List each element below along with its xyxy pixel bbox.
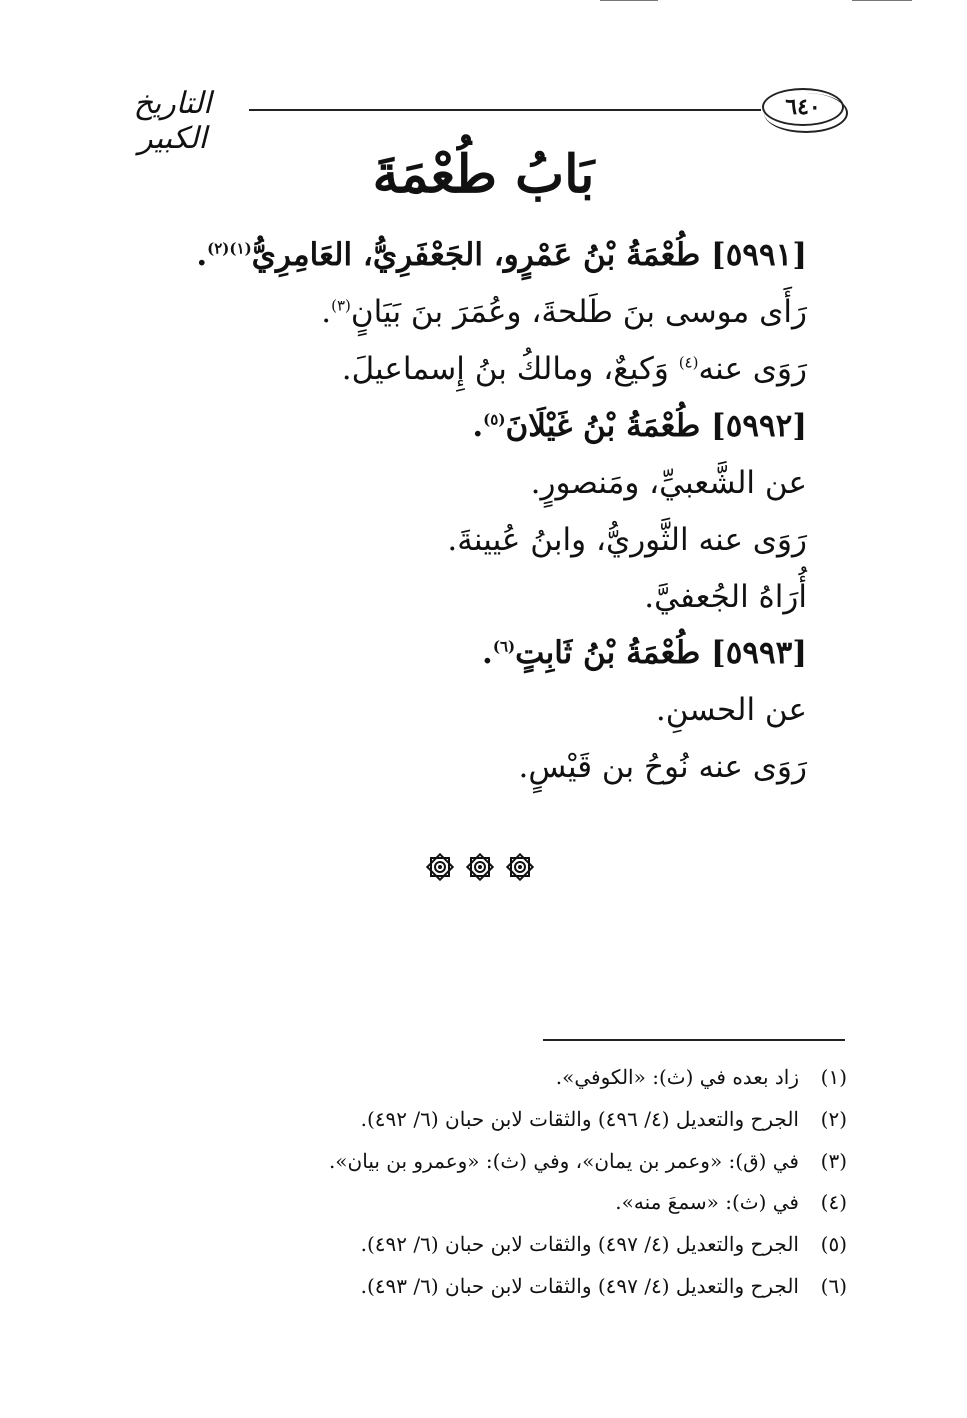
- footnote: [615, 1187, 847, 1217]
- entry-text: عن الشَّعبيِّ، ومَنصورٍ.: [530, 465, 807, 501]
- footnote-text: الجرح والتعديل (٤/ ٤٩٧) والثقات لابن حبان (٦/ ٤٩٣).: [360, 1274, 799, 1298]
- entry-text: [٥٩٩٢] طُعْمَةُ بْنُ غَيْلَانَ: [505, 408, 807, 444]
- footnote-ref: (٦): [492, 637, 516, 656]
- footnote-number: (٦): [820, 1274, 847, 1298]
- entry-line: [656, 687, 807, 733]
- entry-text: رَوَى عنه: [698, 351, 807, 387]
- entry-heading: [472, 403, 807, 449]
- entry-text: رَوَى عنه الثَّوريُّ، وابنُ عُيينةَ.: [447, 522, 807, 558]
- entry-text: وَكيعٌ، ومالكُ بنُ إِسماعيلَ.: [341, 351, 679, 387]
- page-number-badge: [762, 88, 844, 126]
- footnote-ref: (٥): [483, 410, 506, 429]
- footnote: [361, 1229, 847, 1259]
- footnote: [361, 1104, 847, 1134]
- entry-text: [٥٩٩٣] طُعْمَةُ بْنُ ثَابِتٍ: [515, 635, 807, 671]
- entry-heading: [482, 630, 807, 676]
- entry-line: [321, 289, 807, 335]
- flower-ornament-icon: [505, 852, 535, 882]
- top-edge-mark: [600, 0, 658, 1]
- flower-ornament-icon: [465, 852, 495, 882]
- footnote-number: (٤): [820, 1190, 847, 1214]
- flower-ornament-icon: [425, 852, 455, 882]
- entry-text: عن الحسنِ.: [655, 692, 807, 728]
- header-rule: [249, 109, 761, 111]
- entry-text: أُرَاهُ الجُعفيَّ.: [644, 579, 807, 615]
- entry-text: [٥٩٩١] طُعْمَةُ بْنُ عَمْرٍو، الجَعْفَرِيُّ، العَامِرِيُّ: [251, 237, 807, 273]
- footnote: [556, 1062, 847, 1092]
- footnote-ref: (٣): [331, 296, 351, 315]
- entry-line: [531, 460, 807, 506]
- footnote-separator: [543, 1039, 845, 1041]
- footnote-number: (٣): [820, 1149, 847, 1173]
- entry-punctuation: .: [321, 294, 332, 330]
- entry-text: رَأَى موسى بنَ طَلحةَ، وعُمَرَ بنَ بَيَانٍ: [350, 294, 807, 330]
- footnote: [361, 1271, 847, 1301]
- footnote-text: زاد بعده في (ث): «الكوفي».: [555, 1065, 799, 1089]
- footnote-number: (٢): [820, 1107, 847, 1131]
- footnote-number: (٥): [820, 1232, 847, 1256]
- entry-punctuation: .: [196, 237, 208, 273]
- footnote-text: في (ق): «وعمر بن يمان»، وفي (ث): «وعمرو بن بيان».: [328, 1149, 799, 1173]
- footnote: [329, 1146, 847, 1176]
- entry-text: رَوَى عنه نُوحُ بن قَيْسٍ.: [518, 749, 807, 785]
- footnote-ref: (١)(٢): [207, 239, 252, 258]
- running-header-book-title: التاريخ الكبير: [133, 86, 212, 156]
- footnote-text: الجرح والتعديل (٤/ ٤٩٦) والثقات لابن حبان (٦/ ٤٩٢).: [360, 1107, 799, 1131]
- entry-line: [644, 574, 807, 620]
- entry-punctuation: .: [472, 408, 484, 444]
- footnote-text: في (ث): «سمعَ منه».: [615, 1190, 799, 1214]
- footnote-text: الجرح والتعديل (٤/ ٤٩٧) والثقات لابن حبان (٦/ ٤٩٢).: [360, 1232, 799, 1256]
- entry-line: [342, 346, 807, 392]
- entry-line: [447, 517, 807, 563]
- section-end-ornaments: [425, 852, 535, 886]
- top-edge-mark: [852, 0, 912, 1]
- chapter-title: بَابُ طُعْمَةَ: [372, 144, 595, 205]
- page-number: ٦٤٠: [785, 94, 821, 120]
- footnote-ref: (٤): [678, 353, 699, 372]
- entry-heading: [196, 232, 807, 278]
- footnote-number: (١): [820, 1065, 847, 1089]
- entry-line: [518, 744, 807, 790]
- entry-punctuation: .: [482, 635, 493, 671]
